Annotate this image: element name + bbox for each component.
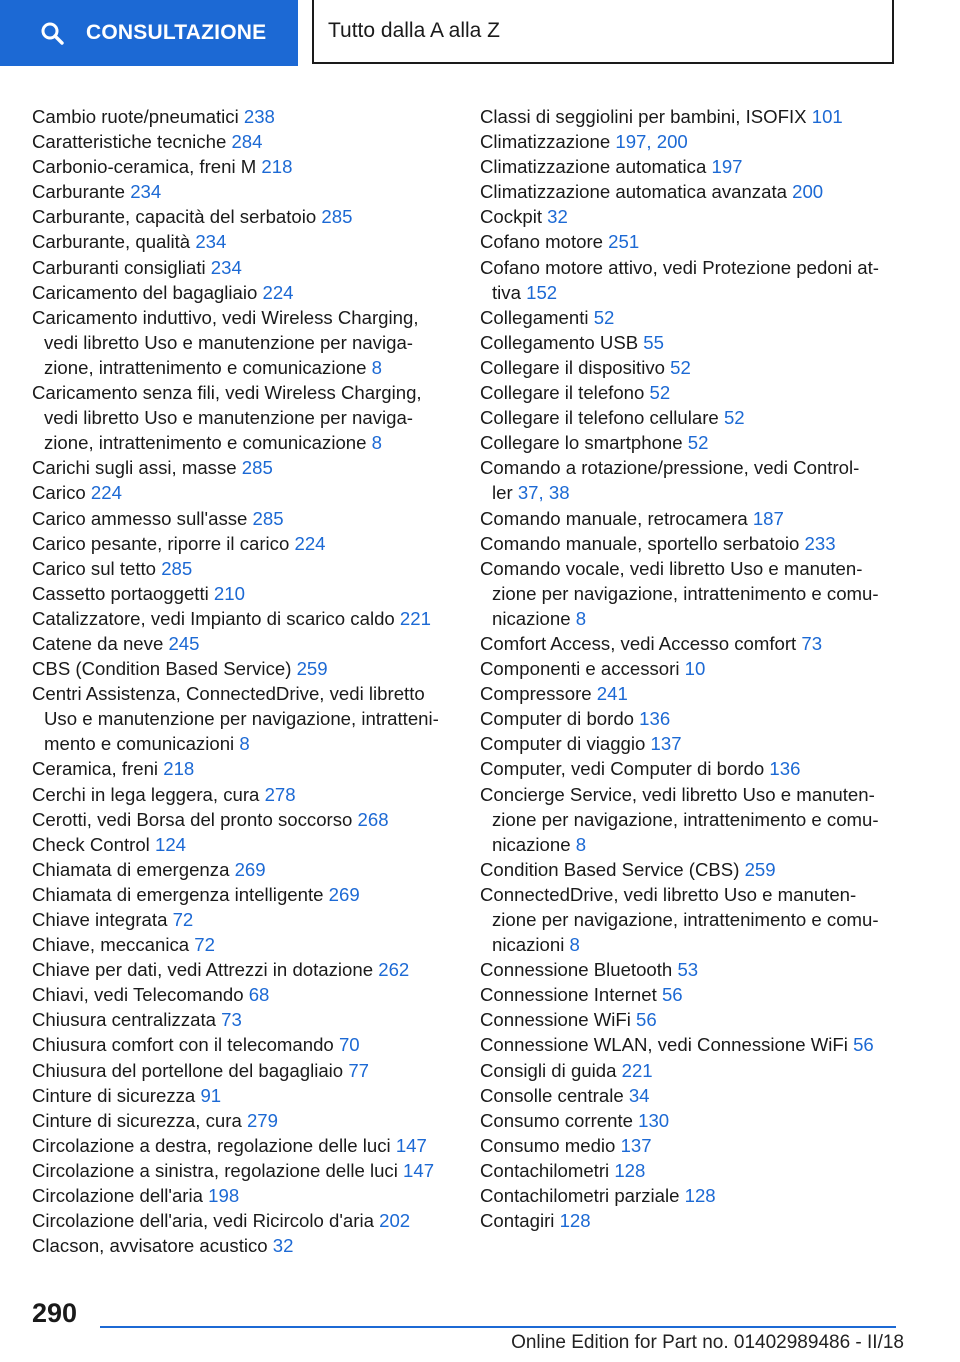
index-entry: [480, 656, 916, 681]
page-reference-link[interactable]: 210: [213, 582, 245, 604]
page-reference-link[interactable]: 52: [593, 306, 615, 328]
index-entry: [32, 807, 464, 832]
page-reference-link[interactable]: 259: [296, 658, 328, 680]
page-reference-link[interactable]: 128: [614, 1159, 646, 1181]
index-entry: [32, 1158, 464, 1183]
page-reference-link[interactable]: 238: [243, 106, 275, 127]
page-reference-link[interactable]: 91: [200, 1084, 222, 1106]
index-entry: [480, 706, 916, 731]
page-reference-link[interactable]: 73: [221, 1009, 242, 1031]
index-entry: [480, 982, 916, 1007]
index-column-left: [32, 104, 464, 1258]
entry-text: Uso e manutenzione per navigazione, intratteni-: [44, 708, 439, 730]
section-title: Tutto dalla A alla Z: [328, 19, 500, 42]
entry-text: Carburante, qualità: [32, 231, 196, 253]
index-entry: [480, 1133, 916, 1158]
page-reference-link[interactable]: 128: [559, 1210, 591, 1232]
page-reference-link[interactable]: 73: [801, 632, 823, 654]
entry-text: Compressore: [480, 683, 597, 705]
index-entry: [32, 606, 464, 631]
entry-text: Cockpit: [480, 206, 548, 228]
index-entry-continuation: [32, 731, 464, 756]
page-reference-link[interactable]: 152: [526, 281, 558, 303]
index-entry: [480, 1032, 916, 1057]
page-reference-link[interactable]: 32: [547, 206, 568, 228]
index-entry: [480, 882, 916, 907]
entry-text: Cinture di sicurezza, cura: [32, 1109, 247, 1131]
entry-text: ConnectedDrive, vedi libretto Uso e manuten-: [480, 883, 857, 905]
page-reference-link[interactable]: 101: [811, 106, 843, 127]
entry-text: tiva: [492, 281, 527, 303]
entry-text: Caricamento senza fili, vedi Wireless Charging,: [32, 382, 422, 404]
index-entry: [32, 581, 464, 606]
entry-text: nicazione: [492, 607, 576, 629]
page-reference-link[interactable]: 245: [168, 632, 200, 654]
entry-text: Chiave, meccanica: [32, 934, 195, 956]
entry-text: Circolazione a sinistra, regolazione delle luci: [32, 1159, 404, 1181]
page-reference-link[interactable]: 147: [403, 1159, 435, 1181]
entry-text: Contagiri: [480, 1210, 560, 1232]
page-reference-link[interactable]: 221: [399, 607, 431, 629]
page-reference-link[interactable]: 130: [638, 1109, 670, 1131]
page-reference-link[interactable]: 202: [379, 1210, 411, 1232]
page-reference-link[interactable]: 197, 200: [615, 131, 688, 153]
page-reference-link[interactable]: 137: [620, 1134, 652, 1156]
page-reference-link[interactable]: 8: [575, 607, 587, 629]
entry-text: Cassetto portaoggetti: [32, 582, 214, 604]
entry-text: Carico: [32, 482, 91, 504]
page-reference-link[interactable]: 56: [636, 1009, 657, 1031]
index-entry-continuation: [32, 430, 464, 455]
page-reference-link[interactable]: 218: [261, 156, 293, 178]
page-reference-link[interactable]: 259: [744, 858, 776, 880]
page-reference-link[interactable]: 52: [670, 356, 691, 378]
page-reference-link[interactable]: 32: [272, 1235, 294, 1257]
page-reference-link[interactable]: 136: [639, 708, 671, 730]
index-entry-continuation: [32, 355, 464, 380]
entry-text: Carico sul tetto: [32, 557, 162, 579]
index-entry: [480, 556, 916, 581]
index-entry-continuation: [480, 606, 916, 631]
entry-text: Collegare il telefono: [480, 382, 650, 404]
entry-text: ler: [492, 482, 518, 504]
page-reference-link[interactable]: 56: [661, 984, 683, 1006]
index-entry: [480, 1158, 916, 1183]
index-entry: [32, 782, 464, 807]
index-entry: [32, 907, 464, 932]
page-reference-link[interactable]: 285: [241, 457, 273, 479]
section-title-box: [312, 0, 894, 64]
entry-text: Cerotti, vedi Borsa del pronto soccorso: [32, 808, 358, 830]
index-entry: [480, 1183, 916, 1208]
page-reference-link[interactable]: 8: [575, 833, 587, 855]
index-entry: [480, 681, 916, 706]
index-entry: [32, 204, 464, 229]
page-reference-link[interactable]: 234: [195, 231, 227, 253]
entry-text: Climatizzazione: [480, 131, 616, 153]
entry-text: Comfort Access, vedi Accesso comfort: [480, 632, 802, 654]
index-entry: [32, 1032, 464, 1057]
index-entry: [480, 430, 916, 455]
page-reference-link[interactable]: 221: [621, 1059, 653, 1081]
entry-text: Cofano motore attivo, vedi Protezione pedoni at-: [480, 256, 879, 278]
entry-text: Concierge Service, vedi libretto Uso e manuten-: [480, 783, 875, 805]
index-entry: [480, 380, 916, 405]
entry-text: Carichi sugli assi, masse: [32, 457, 242, 479]
index-entry: [480, 531, 916, 556]
entry-text: Collegare lo smartphone: [480, 432, 688, 454]
page-reference-link[interactable]: 234: [210, 256, 242, 278]
page-reference-link[interactable]: 136: [769, 758, 801, 780]
entry-text: Climatizzazione automatica: [480, 156, 712, 178]
index-entry: [480, 1058, 916, 1083]
entry-text: Cambio ruote/pneumatici: [32, 106, 244, 127]
entry-text: Chiusura del portellone del bagagliaio: [32, 1059, 349, 1081]
page-reference-link[interactable]: 284: [231, 131, 263, 153]
index-entry: [480, 1208, 916, 1233]
page-reference-link[interactable]: 224: [90, 482, 122, 504]
index-entry: [480, 154, 916, 179]
index-entry: [32, 129, 464, 154]
page-reference-link[interactable]: 53: [677, 959, 699, 981]
index-entry: [32, 1183, 464, 1208]
entry-text: Chiamata di emergenza intelligente: [32, 883, 329, 905]
page-reference-link[interactable]: 285: [252, 507, 284, 529]
tab-label: CONSULTAZIONE: [86, 21, 267, 44]
page-reference-link[interactable]: 269: [234, 858, 266, 880]
page-reference-link[interactable]: 124: [154, 833, 187, 855]
index-entry: [32, 229, 464, 254]
entry-text: nicazione: [492, 833, 576, 855]
index-entry-continuation: [480, 280, 916, 305]
entry-text: Catene da neve: [32, 632, 169, 654]
page-header: [0, 0, 960, 66]
index-entry: [32, 104, 464, 129]
index-entry: [32, 154, 464, 179]
page-reference-link[interactable]: 77: [348, 1059, 369, 1081]
index-entry: [32, 656, 464, 681]
page-reference-link[interactable]: 8: [569, 934, 580, 956]
entry-text: mento e comunicazioni: [44, 733, 240, 755]
page-reference-link[interactable]: 55: [643, 331, 664, 353]
page-reference-link[interactable]: 234: [130, 181, 162, 203]
index-entry: [32, 280, 464, 305]
index-entry: [32, 480, 464, 505]
entry-text: Caricamento induttivo, vedi Wireless Charging,: [32, 306, 419, 328]
index-column-right: [480, 104, 916, 1233]
index-entry: [480, 355, 916, 380]
index-entry: [32, 1108, 464, 1133]
index-entry: [480, 782, 916, 807]
page-reference-link[interactable]: 37, 38: [517, 482, 570, 504]
page-reference-link[interactable]: 268: [357, 808, 389, 830]
index-entry: [480, 731, 916, 756]
index-entry: [32, 1007, 464, 1032]
entry-text: Connessione WiFi: [480, 1009, 637, 1031]
index-entry: [480, 204, 916, 229]
entry-text: Consolle centrale: [480, 1084, 629, 1106]
edition-text: Online Edition for Part no. 01402989486 - II/18: [511, 1332, 904, 1353]
index-entry-continuation: [480, 581, 916, 606]
page-reference-link[interactable]: 52: [687, 432, 709, 454]
index-entry: [32, 1083, 464, 1108]
entry-text: nicazioni: [492, 934, 570, 956]
index-entry-continuation: [480, 907, 916, 932]
entry-text: vedi libretto Uso e manutenzione per naviga-: [44, 407, 413, 429]
entry-text: zione per navigazione, intrattenimento e comu-: [492, 808, 879, 830]
page-reference-link[interactable]: 269: [328, 883, 360, 905]
index-entry: [32, 832, 464, 857]
entry-text: Carico ammesso sull'asse: [32, 507, 253, 529]
page-reference-link[interactable]: 285: [321, 206, 353, 228]
entry-text: Centri Assistenza, ConnectedDrive, vedi libretto: [32, 683, 425, 705]
page-reference-link[interactable]: 187: [752, 507, 784, 529]
index-entry: [480, 1083, 916, 1108]
entry-text: Chiavi, vedi Telecomando: [32, 984, 249, 1006]
entry-text: Connessione Bluetooth: [480, 959, 678, 981]
index-entry: [480, 1108, 916, 1133]
index-entry: [32, 179, 464, 204]
entry-text: Classi di seggiolini per bambini, ISOFIX: [480, 106, 812, 127]
entry-text: Condition Based Service (CBS): [480, 858, 745, 880]
entry-text: Computer, vedi Computer di bordo: [480, 758, 770, 780]
index-entry: [32, 681, 464, 706]
entry-text: Cofano motore: [480, 231, 609, 253]
entry-text: Cerchi in lega leggera, cura: [32, 783, 265, 805]
page-reference-link[interactable]: 34: [628, 1084, 650, 1106]
page-reference-link[interactable]: 72: [194, 934, 215, 956]
index-entry-continuation: [32, 706, 464, 731]
index-entry: [480, 405, 916, 430]
entry-text: Collegamento USB: [480, 331, 644, 353]
index-entry: [480, 229, 916, 254]
page-reference-link[interactable]: 52: [723, 407, 745, 429]
page-reference-link[interactable]: 8: [239, 733, 250, 755]
entry-text: Chiusura centralizzata: [32, 1009, 222, 1031]
page-number: 290: [32, 1298, 78, 1328]
index-entry: [32, 932, 464, 957]
page-reference-link[interactable]: 197: [711, 156, 743, 178]
entry-text: Comando manuale, sportello serbatoio: [480, 532, 805, 554]
index-entry: [32, 305, 464, 330]
index-entry: [32, 1058, 464, 1083]
entry-text: zione per navigazione, intrattenimento e comu-: [492, 909, 879, 930]
entry-text: Contachilometri: [480, 1159, 615, 1181]
index-entry: [32, 882, 464, 907]
index-entry: [32, 982, 464, 1007]
index-entry: [32, 957, 464, 982]
page-reference-link[interactable]: 233: [804, 532, 836, 554]
index-entry: [32, 556, 464, 581]
index-entry: [480, 104, 916, 129]
index-entry: [480, 957, 916, 982]
entry-text: Connessione WLAN, vedi Connessione WiFi: [480, 1034, 854, 1056]
entry-text: Clacson, avvisatore acustico: [32, 1235, 273, 1257]
index-entry: [480, 179, 916, 204]
entry-text: Componenti e accessori: [480, 658, 685, 680]
index-entry: [480, 305, 916, 330]
index-entry-continuation: [32, 405, 464, 430]
entry-text: Circolazione dell'aria: [32, 1185, 209, 1207]
page-reference-link[interactable]: 10: [684, 658, 706, 680]
entry-text: Collegamenti: [480, 306, 594, 328]
entry-text: vedi libretto Uso e manutenzione per naviga-: [44, 331, 413, 353]
index-entry-continuation: [480, 480, 916, 505]
index-entry: [32, 506, 464, 531]
page-reference-link[interactable]: 251: [608, 231, 640, 253]
entry-text: CBS (Condition Based Service): [32, 658, 297, 680]
entry-text: Catalizzatore, vedi Impianto di scarico caldo: [32, 607, 400, 629]
page-reference-link[interactable]: 72: [172, 909, 194, 930]
index-entry: [480, 756, 916, 781]
entry-text: Carburante, capacità del serbatoio: [32, 206, 322, 228]
entry-text: Comando vocale, vedi libretto Uso e manuten-: [480, 557, 863, 579]
entry-text: Contachilometri parziale: [480, 1185, 685, 1207]
entry-text: Cinture di sicurezza: [32, 1084, 201, 1106]
entry-text: Comando manuale, retrocamera: [480, 507, 753, 529]
entry-text: Computer di bordo: [480, 708, 640, 730]
index-entry: [32, 857, 464, 882]
entry-text: Carburante: [32, 181, 131, 203]
page-reference-link[interactable]: 224: [262, 281, 294, 303]
page-reference-link[interactable]: 279: [246, 1109, 278, 1131]
footer-divider: [100, 1326, 896, 1328]
index-entry-continuation: [480, 832, 916, 857]
index-entry: [32, 631, 464, 656]
page-reference-link[interactable]: 262: [378, 959, 410, 981]
entry-text: Caricamento del bagagliaio: [32, 281, 263, 303]
entry-text: Circolazione dell'aria, vedi Ricircolo d'aria: [32, 1210, 380, 1232]
entry-text: Circolazione a destra, regolazione delle luci: [32, 1134, 396, 1156]
index-entry-continuation: [32, 330, 464, 355]
page-reference-link[interactable]: 137: [650, 733, 682, 755]
entry-text: Ceramica, freni: [32, 758, 164, 780]
page-reference-link[interactable]: 70: [338, 1034, 360, 1056]
page-reference-link[interactable]: 52: [649, 382, 671, 404]
page-reference-link[interactable]: 198: [208, 1185, 240, 1207]
index-entry: [32, 756, 464, 781]
consultazione-tab[interactable]: [0, 0, 298, 66]
entry-text: Carburanti consigliati: [32, 256, 211, 278]
entry-text: Consigli di guida: [480, 1059, 622, 1081]
entry-text: Climatizzazione automatica avanzata: [480, 181, 793, 203]
index-entry: [480, 455, 916, 480]
page-reference-link[interactable]: 147: [395, 1134, 427, 1156]
index-entry: [32, 380, 464, 405]
entry-text: Chiave integrata: [32, 909, 173, 930]
page-reference-link[interactable]: 200: [792, 181, 824, 203]
page-reference-link[interactable]: 278: [264, 783, 296, 805]
index-entry-continuation: [480, 807, 916, 832]
entry-text: Check Control: [32, 833, 155, 855]
index-entry: [480, 857, 916, 882]
index-entry-continuation: [480, 932, 916, 957]
index-entry: [480, 330, 916, 355]
entry-text: zione, intrattenimento e comunicazione: [44, 356, 372, 378]
index-entry: [480, 129, 916, 154]
entry-text: Carbonio-ceramica, freni M: [32, 156, 262, 178]
index-entry: [32, 455, 464, 480]
index-entry: [32, 531, 464, 556]
entry-text: Carico pesante, riporre il carico: [32, 532, 295, 554]
entry-text: Connessione Internet: [480, 984, 662, 1006]
search-icon: [40, 21, 64, 45]
entry-text: Chiamata di emergenza: [32, 858, 235, 880]
index-entry: [32, 1208, 464, 1233]
page-reference-link[interactable]: 241: [596, 683, 628, 705]
page-reference-link[interactable]: 8: [371, 432, 382, 454]
index-entry: [480, 631, 916, 656]
entry-text: Collegare il dispositivo: [480, 356, 671, 378]
index-entry: [32, 255, 464, 280]
page-reference-link[interactable]: 128: [684, 1185, 716, 1207]
page-reference-link[interactable]: 68: [248, 984, 270, 1006]
entry-text: zione per navigazione, intrattenimento e comu-: [492, 582, 879, 604]
entry-text: Chiave per dati, vedi Attrezzi in dotazione: [32, 959, 379, 981]
entry-text: Computer di viaggio: [480, 733, 651, 755]
entry-text: Chiusura comfort con il telecomando: [32, 1034, 339, 1056]
entry-text: Consumo medio: [480, 1134, 621, 1156]
index-entry: [480, 1007, 916, 1032]
index-entry: [480, 255, 916, 280]
entry-text: Comando a rotazione/pressione, vedi Control-: [480, 457, 860, 479]
page-reference-link[interactable]: 285: [161, 557, 193, 579]
entry-text: Collegare il telefono cellulare: [480, 407, 724, 429]
entry-text: zione, intrattenimento e comunicazione: [44, 432, 372, 454]
index-entry: [32, 1133, 464, 1158]
page-reference-link[interactable]: 224: [294, 532, 326, 554]
page-reference-link[interactable]: 56: [853, 1034, 874, 1056]
page-reference-link[interactable]: 218: [163, 758, 195, 780]
entry-text: Consumo corrente: [480, 1109, 639, 1131]
page-reference-link[interactable]: 8: [371, 356, 382, 378]
entry-text: Caratteristiche tecniche: [32, 131, 232, 153]
index-entry: [480, 506, 916, 531]
index-entry: [32, 1233, 464, 1258]
